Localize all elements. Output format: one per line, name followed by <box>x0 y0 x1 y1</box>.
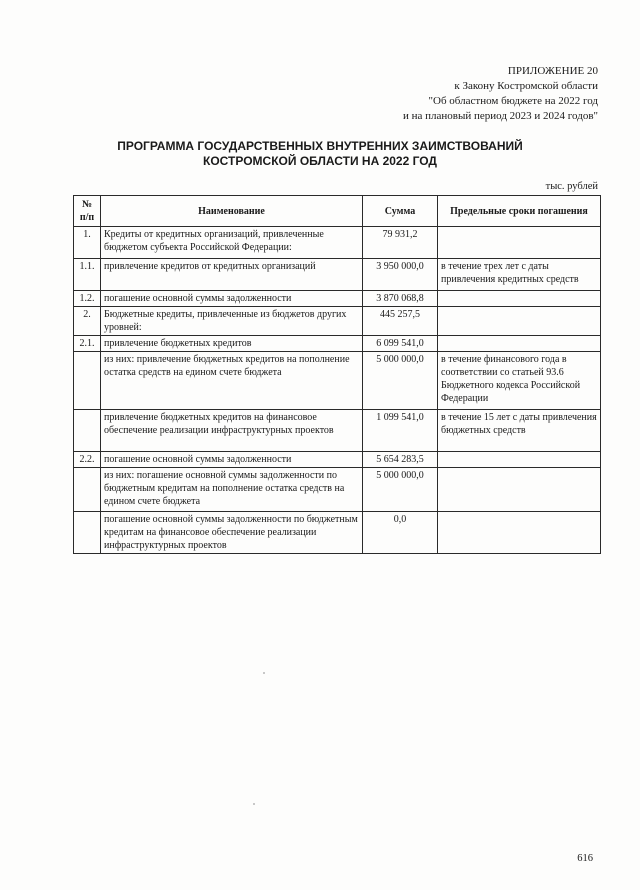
row-num: 2. <box>74 307 101 336</box>
row-amount: 79 931,2 <box>363 227 438 259</box>
row-term <box>438 307 601 336</box>
table-row <box>74 227 601 259</box>
row-term: в течение трех лет с даты привлечения кредитных средств <box>438 259 601 291</box>
row-amount: 3 870 068,8 <box>363 291 438 307</box>
row-term <box>438 291 601 307</box>
row-num <box>74 410 101 452</box>
annex-line-2: к Закону Костромской области <box>454 80 598 92</box>
row-amount: 5 000 000,0 <box>363 352 438 410</box>
title-line-2: КОСТРОМСКОЙ ОБЛАСТИ НА 2022 ГОД <box>203 154 437 168</box>
row-amount: 1 099 541,0 <box>363 410 438 452</box>
table-row <box>74 336 601 352</box>
row-num: 1.1. <box>74 259 101 291</box>
row-amount: 445 257,5 <box>363 307 438 336</box>
row-amount: 0,0 <box>363 512 438 554</box>
document-title <box>0 139 640 169</box>
table-row <box>74 259 601 291</box>
row-name: из них: погашение основной суммы задолженности по бюджетным кредитам на пополнение остатка средств на едином счете бюджета <box>101 468 363 512</box>
row-term <box>438 512 601 554</box>
page-number: 616 <box>577 853 593 864</box>
row-name: погашение основной суммы задолженности <box>101 291 363 307</box>
row-num: 1. <box>74 227 101 259</box>
row-name: погашение основной суммы задолженности <box>101 452 363 468</box>
table-row <box>74 352 601 410</box>
row-term <box>438 336 601 352</box>
row-name: привлечение кредитов от кредитных организаций <box>101 259 363 291</box>
annex-line-3: "Об областном бюджете на 2022 год <box>428 95 598 107</box>
row-name: Бюджетные кредиты, привлеченные из бюджетов других уровней: <box>101 307 363 336</box>
row-num: 2.1. <box>74 336 101 352</box>
row-amount: 5 000 000,0 <box>363 468 438 512</box>
table-header-row <box>74 196 601 227</box>
row-term <box>438 227 601 259</box>
row-name: привлечение бюджетных кредитов на финансовое обеспечение реализации инфраструктурных проектов <box>101 410 363 452</box>
row-name: привлечение бюджетных кредитов <box>101 336 363 352</box>
row-num: 1.2. <box>74 291 101 307</box>
row-amount: 5 654 283,5 <box>363 452 438 468</box>
row-term <box>438 452 601 468</box>
row-amount: 6 099 541,0 <box>363 336 438 352</box>
table-row <box>74 307 601 336</box>
row-name: из них: привлечение бюджетных кредитов на пополнение остатка средств на едином счете бюджета <box>101 352 363 410</box>
annex-header <box>403 64 598 124</box>
row-term: в течение финансового года в соответствии со статьей 93.6 Бюджетного кодекса Российской Федерации <box>438 352 601 410</box>
header-name: Наименование <box>101 196 363 227</box>
table-row <box>74 512 601 554</box>
units-label: тыс. рублей <box>545 181 598 192</box>
row-num <box>74 512 101 554</box>
row-term: в течение 15 лет с даты привлечения бюджетных средств <box>438 410 601 452</box>
table-row <box>74 468 601 512</box>
borrowing-program-table <box>73 195 601 554</box>
header-num: № п/п <box>74 196 101 227</box>
row-term <box>438 468 601 512</box>
table-row <box>74 410 601 452</box>
row-num: 2.2. <box>74 452 101 468</box>
row-name: погашение основной суммы задолженности по бюджетным кредитам на финансовое обеспечение реализации инфраструктурных проектов <box>101 512 363 554</box>
row-amount: 3 950 000,0 <box>363 259 438 291</box>
scan-speck <box>253 803 255 805</box>
table-row <box>74 291 601 307</box>
header-amount: Сумма <box>363 196 438 227</box>
row-num <box>74 468 101 512</box>
row-num <box>74 352 101 410</box>
title-line-1: ПРОГРАММА ГОСУДАРСТВЕННЫХ ВНУТРЕННИХ ЗАИМСТВОВАНИЙ <box>117 139 523 153</box>
annex-line-1: ПРИЛОЖЕНИЕ 20 <box>507 65 598 77</box>
table-row <box>74 452 601 468</box>
header-term: Предельные сроки погашения <box>438 196 601 227</box>
annex-line-4: и на плановый период 2023 и 2024 годов" <box>402 110 598 122</box>
scan-speck <box>263 672 265 674</box>
row-name: Кредиты от кредитных организаций, привлеченные бюджетом субъекта Российской Федерации: <box>101 227 363 259</box>
